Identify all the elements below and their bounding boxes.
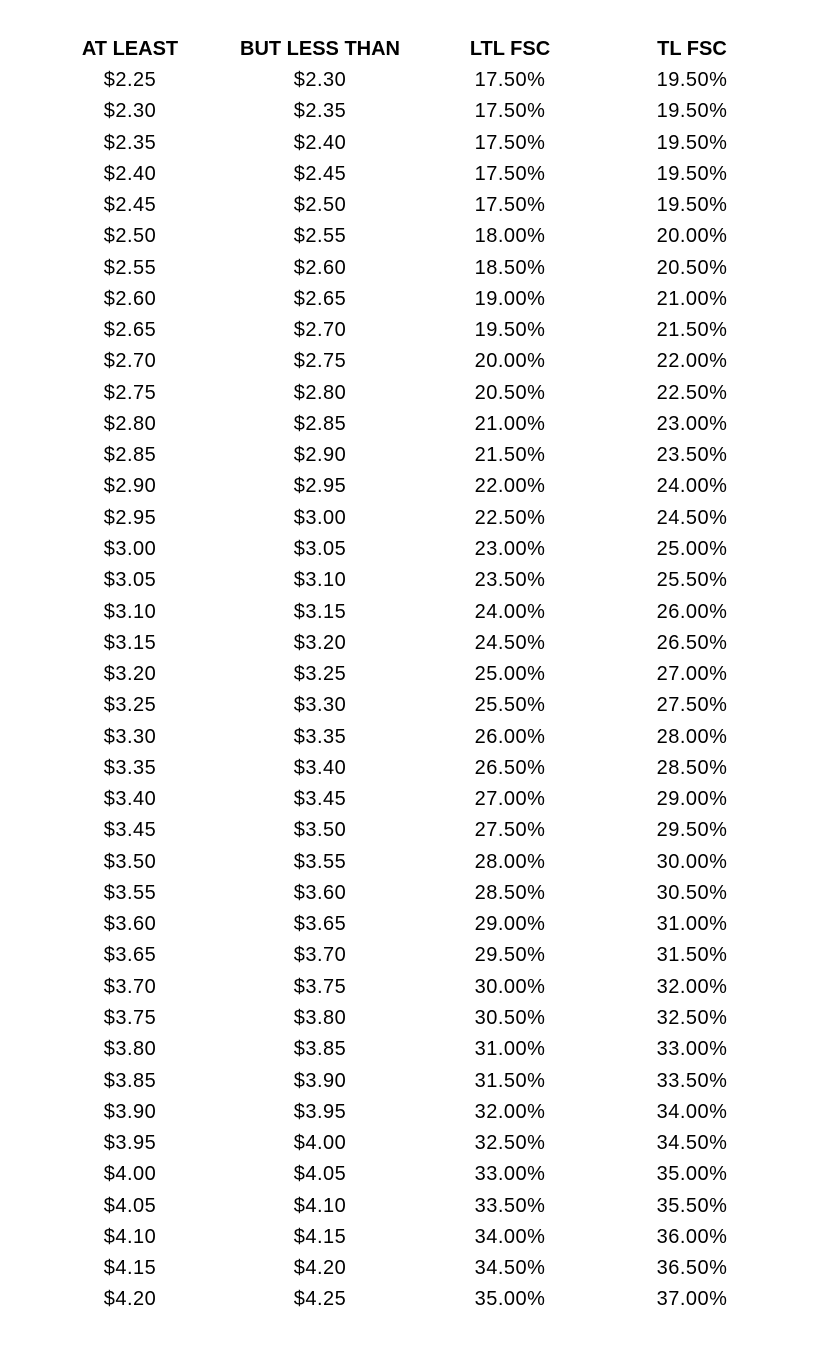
table-body <box>0 65 826 1316</box>
cell-at-least: $3.05 <box>103 569 157 592</box>
cell-tl-fsc: 31.50% <box>656 944 728 967</box>
cell-ltl-fsc: 27.50% <box>474 819 546 842</box>
cell-tl-fsc: 20.00% <box>656 225 728 248</box>
cell-at-least: $3.70 <box>103 975 157 998</box>
table-row <box>0 471 826 502</box>
cell-tl-fsc: 21.50% <box>656 319 728 342</box>
cell-tl-fsc: 19.50% <box>656 69 728 91</box>
cell-ltl-fsc: 17.50% <box>474 100 546 123</box>
table-row <box>0 190 826 221</box>
cell-but-less-than: $2.60 <box>293 256 347 279</box>
cell-but-less-than: $4.15 <box>293 1225 347 1248</box>
table-row <box>0 753 826 784</box>
cell-ltl-fsc: 26.50% <box>474 756 546 779</box>
cell-but-less-than: $2.35 <box>293 100 347 123</box>
cell-but-less-than: $3.80 <box>293 1006 347 1029</box>
cell-tl-fsc: 26.50% <box>656 631 728 654</box>
cell-ltl-fsc: 17.50% <box>474 69 546 91</box>
table-row <box>0 378 826 409</box>
cell-at-least: $3.30 <box>103 725 157 748</box>
cell-at-least: $3.35 <box>103 756 157 779</box>
cell-but-less-than: $3.00 <box>293 506 347 529</box>
cell-at-least: $3.50 <box>103 850 157 873</box>
cell-at-least: $2.45 <box>103 194 157 217</box>
cell-tl-fsc: 26.00% <box>656 600 728 623</box>
header-at-least: AT LEAST <box>81 38 179 60</box>
cell-at-least: $3.80 <box>103 1038 157 1061</box>
table-row <box>0 1066 826 1097</box>
cell-at-least: $3.15 <box>103 631 157 654</box>
cell-tl-fsc: 24.50% <box>656 506 728 529</box>
cell-ltl-fsc: 26.00% <box>474 725 546 748</box>
table-row <box>0 128 826 159</box>
cell-ltl-fsc: 21.50% <box>474 444 546 467</box>
cell-tl-fsc: 22.00% <box>656 350 728 373</box>
cell-but-less-than: $3.90 <box>293 1069 347 1092</box>
cell-ltl-fsc: 32.00% <box>474 1100 546 1123</box>
cell-but-less-than: $2.65 <box>293 287 347 310</box>
cell-at-least: $2.40 <box>103 162 157 185</box>
cell-at-least: $4.00 <box>103 1163 157 1186</box>
table-row <box>0 440 826 471</box>
cell-at-least: $3.60 <box>103 913 157 936</box>
cell-ltl-fsc: 28.00% <box>474 850 546 873</box>
cell-tl-fsc: 19.50% <box>656 162 728 185</box>
cell-but-less-than: $4.05 <box>293 1163 347 1186</box>
cell-at-least: $3.85 <box>103 1069 157 1092</box>
table-row <box>0 909 826 940</box>
cell-tl-fsc: 20.50% <box>656 256 728 279</box>
table-row <box>0 659 826 690</box>
cell-but-less-than: $3.15 <box>293 600 347 623</box>
cell-ltl-fsc: 24.50% <box>474 631 546 654</box>
cell-tl-fsc: 27.50% <box>656 694 728 717</box>
table-row <box>0 503 826 534</box>
table-row <box>0 597 826 628</box>
cell-tl-fsc: 27.00% <box>656 663 728 686</box>
cell-at-least: $3.45 <box>103 819 157 842</box>
cell-at-least: $3.40 <box>103 788 157 811</box>
cell-ltl-fsc: 23.50% <box>474 569 546 592</box>
table-row <box>0 1128 826 1159</box>
cell-at-least: $3.55 <box>103 881 157 904</box>
table-row <box>0 972 826 1003</box>
cell-tl-fsc: 29.50% <box>656 819 728 842</box>
cell-at-least: $4.05 <box>103 1194 157 1217</box>
cell-but-less-than: $4.00 <box>293 1132 347 1155</box>
cell-tl-fsc: 37.00% <box>656 1288 728 1311</box>
cell-tl-fsc: 30.50% <box>656 881 728 904</box>
cell-ltl-fsc: 24.00% <box>474 600 546 623</box>
cell-tl-fsc: 31.00% <box>656 913 728 936</box>
cell-ltl-fsc: 20.00% <box>474 350 546 373</box>
table-row <box>0 1253 826 1284</box>
cell-ltl-fsc: 33.50% <box>474 1194 546 1217</box>
cell-but-less-than: $3.30 <box>293 694 347 717</box>
table-row <box>0 1191 826 1222</box>
table-row <box>0 815 826 846</box>
cell-ltl-fsc: 25.00% <box>474 663 546 686</box>
cell-but-less-than: $2.95 <box>293 475 347 498</box>
cell-at-least: $2.95 <box>103 506 157 529</box>
cell-but-less-than: $2.80 <box>293 381 347 404</box>
table-row <box>0 534 826 565</box>
cell-but-less-than: $2.30 <box>293 69 347 91</box>
cell-ltl-fsc: 17.50% <box>474 194 546 217</box>
cell-at-least: $4.10 <box>103 1225 157 1248</box>
cell-but-less-than: $3.25 <box>293 663 347 686</box>
cell-at-least: $2.90 <box>103 475 157 498</box>
cell-ltl-fsc: 17.50% <box>474 131 546 154</box>
cell-ltl-fsc: 25.50% <box>474 694 546 717</box>
cell-at-least: $4.20 <box>103 1288 157 1311</box>
cell-tl-fsc: 33.00% <box>656 1038 728 1061</box>
cell-at-least: $3.10 <box>103 600 157 623</box>
cell-but-less-than: $2.55 <box>293 225 347 248</box>
cell-tl-fsc: 25.00% <box>656 537 728 560</box>
cell-but-less-than: $3.10 <box>293 569 347 592</box>
cell-tl-fsc: 30.00% <box>656 850 728 873</box>
table-row <box>0 565 826 596</box>
cell-ltl-fsc: 34.00% <box>474 1225 546 1248</box>
cell-at-least: $2.65 <box>103 319 157 342</box>
cell-ltl-fsc: 32.50% <box>474 1132 546 1155</box>
cell-at-least: $3.65 <box>103 944 157 967</box>
cell-tl-fsc: 28.50% <box>656 756 728 779</box>
cell-ltl-fsc: 27.00% <box>474 788 546 811</box>
cell-ltl-fsc: 35.00% <box>474 1288 546 1311</box>
cell-tl-fsc: 23.50% <box>656 444 728 467</box>
table-row <box>0 221 826 252</box>
cell-tl-fsc: 22.50% <box>656 381 728 404</box>
cell-ltl-fsc: 33.00% <box>474 1163 546 1186</box>
table-row <box>0 1159 826 1190</box>
table-row <box>0 253 826 284</box>
cell-but-less-than: $3.95 <box>293 1100 347 1123</box>
cell-but-less-than: $3.70 <box>293 944 347 967</box>
cell-tl-fsc: 19.50% <box>656 100 728 123</box>
cell-ltl-fsc: 22.00% <box>474 475 546 498</box>
cell-tl-fsc: 32.00% <box>656 975 728 998</box>
cell-tl-fsc: 33.50% <box>656 1069 728 1092</box>
cell-but-less-than: $3.05 <box>293 537 347 560</box>
table-row <box>0 1097 826 1128</box>
table-row <box>0 159 826 190</box>
cell-at-least: $2.85 <box>103 444 157 467</box>
cell-but-less-than: $3.65 <box>293 913 347 936</box>
table-row <box>0 96 826 127</box>
header-but-less-than: BUT LESS THAN <box>240 38 400 60</box>
cell-but-less-than: $2.75 <box>293 350 347 373</box>
cell-tl-fsc: 36.50% <box>656 1257 728 1280</box>
cell-but-less-than: $4.20 <box>293 1257 347 1280</box>
cell-ltl-fsc: 18.50% <box>474 256 546 279</box>
cell-but-less-than: $3.55 <box>293 850 347 873</box>
cell-at-least: $2.30 <box>103 100 157 123</box>
cell-at-least: $2.35 <box>103 131 157 154</box>
cell-tl-fsc: 36.00% <box>656 1225 728 1248</box>
cell-but-less-than: $2.40 <box>293 131 347 154</box>
cell-tl-fsc: 35.00% <box>656 1163 728 1186</box>
cell-at-least: $2.55 <box>103 256 157 279</box>
cell-at-least: $3.20 <box>103 663 157 686</box>
table-row <box>0 409 826 440</box>
cell-tl-fsc: 19.50% <box>656 194 728 217</box>
table-row <box>0 284 826 315</box>
header-ltl-fsc: LTL FSC <box>469 38 551 60</box>
cell-at-least: $2.75 <box>103 381 157 404</box>
cell-ltl-fsc: 21.00% <box>474 412 546 435</box>
cell-but-less-than: $3.75 <box>293 975 347 998</box>
cell-tl-fsc: 21.00% <box>656 287 728 310</box>
cell-at-least: $3.75 <box>103 1006 157 1029</box>
table-row <box>0 315 826 346</box>
cell-but-less-than: $2.70 <box>293 319 347 342</box>
table-row <box>0 628 826 659</box>
cell-tl-fsc: 35.50% <box>656 1194 728 1217</box>
cell-but-less-than: $4.25 <box>293 1288 347 1311</box>
cell-but-less-than: $4.10 <box>293 1194 347 1217</box>
cell-ltl-fsc: 23.00% <box>474 537 546 560</box>
cell-tl-fsc: 34.50% <box>656 1132 728 1155</box>
cell-but-less-than: $2.45 <box>293 162 347 185</box>
cell-ltl-fsc: 29.00% <box>474 913 546 936</box>
cell-tl-fsc: 28.00% <box>656 725 728 748</box>
cell-at-least: $2.80 <box>103 412 157 435</box>
cell-but-less-than: $3.40 <box>293 756 347 779</box>
cell-tl-fsc: 32.50% <box>656 1006 728 1029</box>
cell-ltl-fsc: 19.50% <box>474 319 546 342</box>
cell-tl-fsc: 25.50% <box>656 569 728 592</box>
table-header-row <box>0 34 826 64</box>
cell-at-least: $3.90 <box>103 1100 157 1123</box>
cell-ltl-fsc: 29.50% <box>474 944 546 967</box>
table-row <box>0 65 826 96</box>
cell-but-less-than: $2.90 <box>293 444 347 467</box>
cell-but-less-than: $3.60 <box>293 881 347 904</box>
table-row <box>0 940 826 971</box>
table-row <box>0 346 826 377</box>
cell-but-less-than: $3.35 <box>293 725 347 748</box>
cell-but-less-than: $3.45 <box>293 788 347 811</box>
table-row <box>0 878 826 909</box>
cell-at-least: $2.60 <box>103 287 157 310</box>
table-row <box>0 1284 826 1315</box>
cell-at-least: $3.95 <box>103 1132 157 1155</box>
cell-tl-fsc: 19.50% <box>656 131 728 154</box>
header-tl-fsc: TL FSC <box>657 38 727 60</box>
table-row <box>0 690 826 721</box>
cell-ltl-fsc: 22.50% <box>474 506 546 529</box>
cell-ltl-fsc: 18.00% <box>474 225 546 248</box>
cell-ltl-fsc: 19.00% <box>474 287 546 310</box>
table-row <box>0 1034 826 1065</box>
table-row <box>0 784 826 815</box>
cell-but-less-than: $2.50 <box>293 194 347 217</box>
cell-ltl-fsc: 31.00% <box>474 1038 546 1061</box>
cell-at-least: $2.70 <box>103 350 157 373</box>
cell-but-less-than: $3.50 <box>293 819 347 842</box>
table-row <box>0 722 826 753</box>
cell-at-least: $3.00 <box>103 537 157 560</box>
table-row <box>0 1222 826 1253</box>
cell-but-less-than: $3.20 <box>293 631 347 654</box>
cell-ltl-fsc: 31.50% <box>474 1069 546 1092</box>
cell-ltl-fsc: 34.50% <box>474 1257 546 1280</box>
cell-tl-fsc: 29.00% <box>656 788 728 811</box>
cell-ltl-fsc: 17.50% <box>474 162 546 185</box>
cell-ltl-fsc: 30.50% <box>474 1006 546 1029</box>
table-row <box>0 847 826 878</box>
cell-tl-fsc: 24.00% <box>656 475 728 498</box>
cell-at-least: $2.50 <box>103 225 157 248</box>
cell-but-less-than: $3.85 <box>293 1038 347 1061</box>
cell-at-least: $3.25 <box>103 694 157 717</box>
cell-ltl-fsc: 28.50% <box>474 881 546 904</box>
table-row <box>0 1003 826 1034</box>
cell-ltl-fsc: 30.00% <box>474 975 546 998</box>
cell-tl-fsc: 34.00% <box>656 1100 728 1123</box>
cell-tl-fsc: 23.00% <box>656 412 728 435</box>
cell-but-less-than: $2.85 <box>293 412 347 435</box>
cell-at-least: $4.15 <box>103 1257 157 1280</box>
cell-ltl-fsc: 20.50% <box>474 381 546 404</box>
cell-at-least: $2.25 <box>103 69 157 91</box>
